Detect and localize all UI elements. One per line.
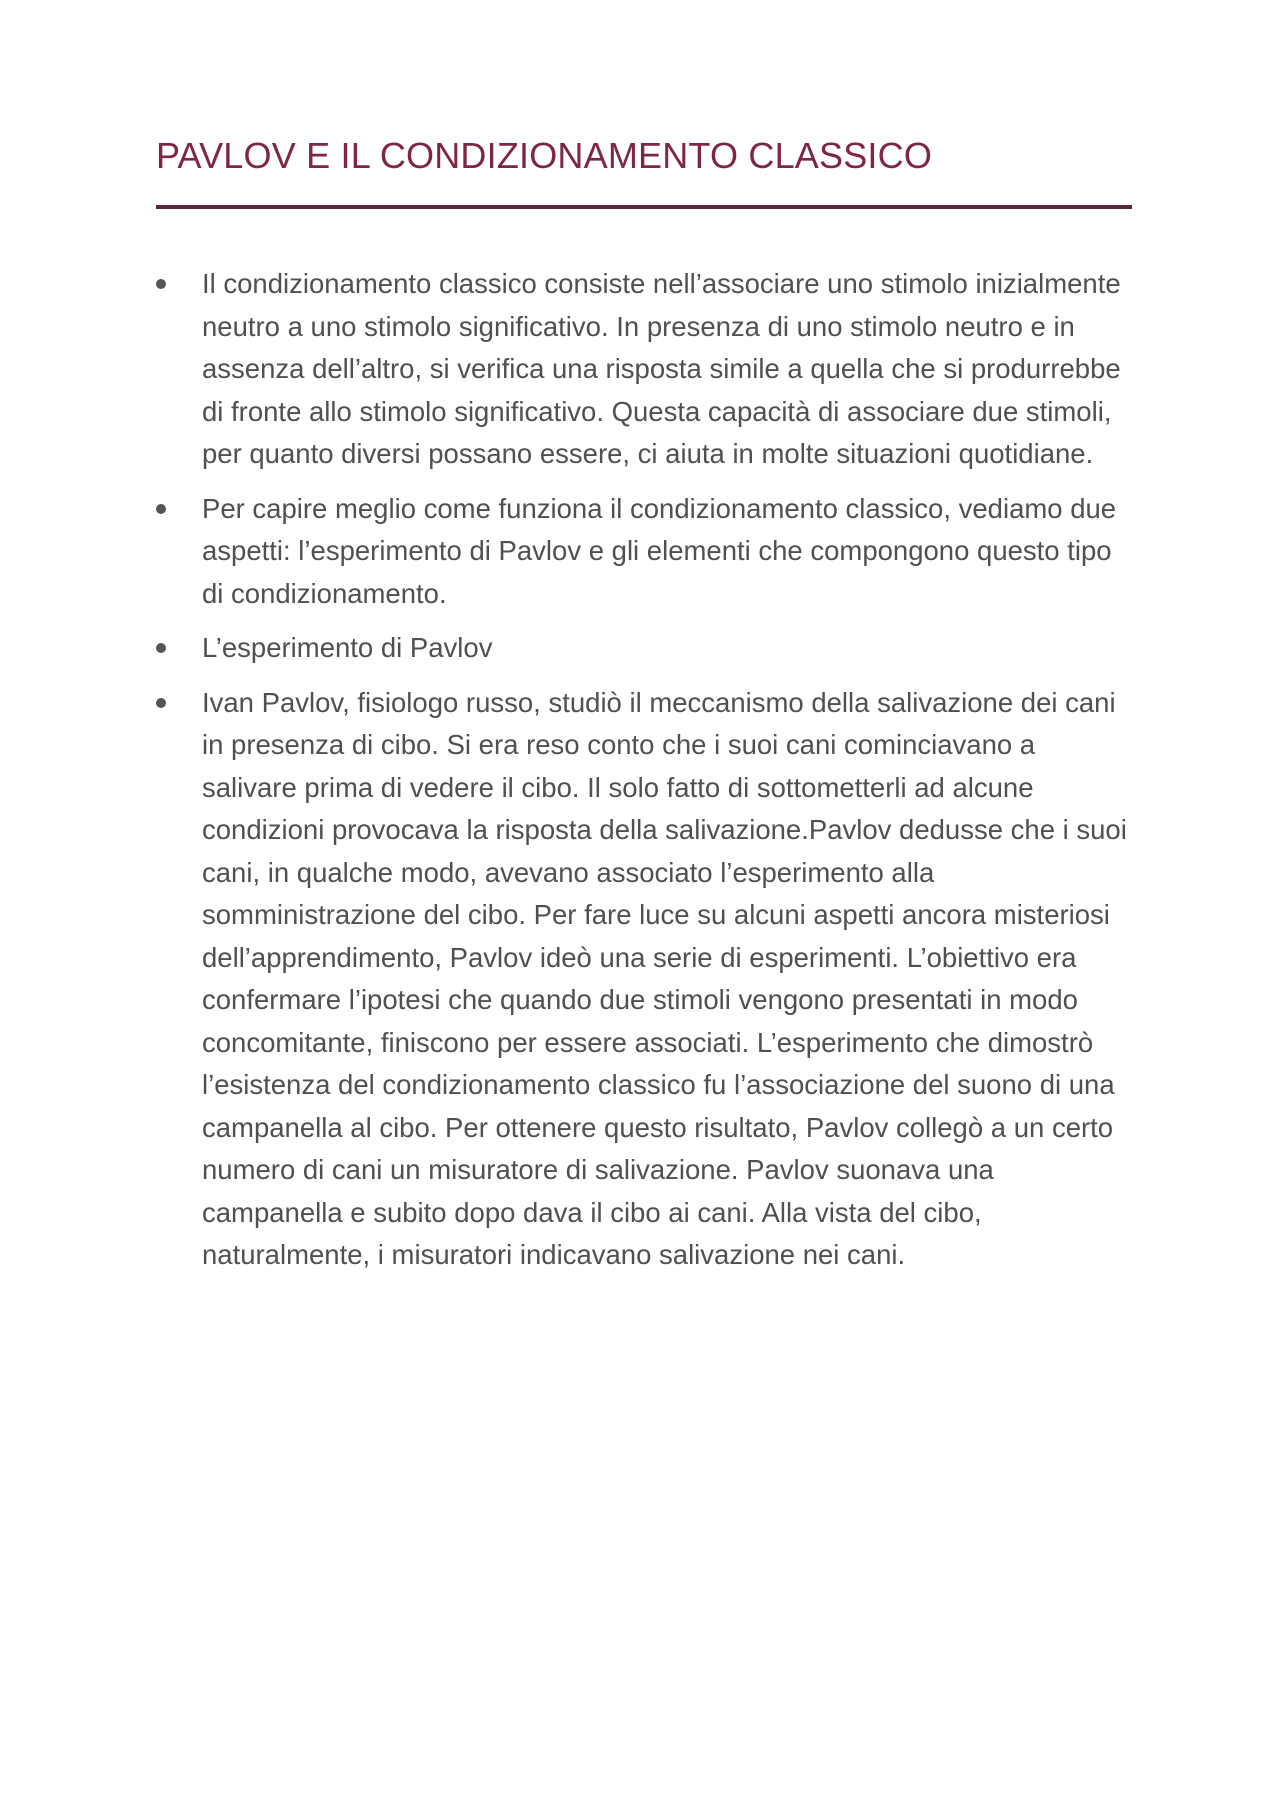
list-item-text: L’esperimento di Pavlov [202,632,493,663]
list-item [156,488,1136,616]
bullet-list [156,263,1136,1289]
page-title: PAVLOV E IL CONDIZIONAMENTO CLASSICO [156,135,933,176]
list-item-text: Il condizionamento classico consiste nell’associare uno stimolo inizialmente neutro a uno stimolo significativo. In presenza di uno stimolo neutro e in assenza dell’altro, si verifica una risposta simile a quella che si produrrebbe di fronte allo stimolo significativo. Questa capacità di associare due stimoli, per quanto diversi possano essere, ci aiuta in molte situazioni quotidiane. [202,268,1121,469]
bullet-icon [156,643,166,653]
bullet-icon [156,504,166,514]
list-item [156,627,1136,670]
list-item [156,263,1136,476]
list-item [156,682,1136,1277]
title-underline-divider [156,205,1132,209]
bullet-icon [156,698,166,708]
list-item-text: Ivan Pavlov, fisiologo russo, studiò il meccanismo della salivazione dei cani in presenza di cibo. Si era reso conto che i suoi cani cominciavano a salivare prima di vedere il cibo. Il solo fatto di sottometterli ad alcune condizioni provocava la risposta della salivazione.Pavlov dedusse che i suoi cani, in qualche modo, avevano associato l’esperimento alla somministrazione del cibo. Per fare luce su alcuni aspetti ancora misteriosi dell’apprendimento, Pavlov ideò una serie di esperimenti. L’obiettivo era confermare l’ipotesi che quando due stimoli vengono presentati in modo concomitante, finiscono per essere associati. L’esperimento che dimostrò l’esistenza del condizionamento classico fu l’associazione del suono di una campanella al cibo. Per ottenere questo risultato, Pavlov collegò a un certo numero di cani un misuratore di salivazione. Pavlov suonava una campanella e subito dopo dava il cibo ai cani. Alla vista del cibo, naturalmente, i misuratori indicavano salivazione nei cani. [202,686,1127,1270]
list-item-text: Per capire meglio come funziona il condizionamento classico, vediamo due aspetti: l’esperimento di Pavlov e gli elementi che compongono questo tipo di condizionamento. [202,492,1117,609]
bullet-icon [156,279,166,289]
